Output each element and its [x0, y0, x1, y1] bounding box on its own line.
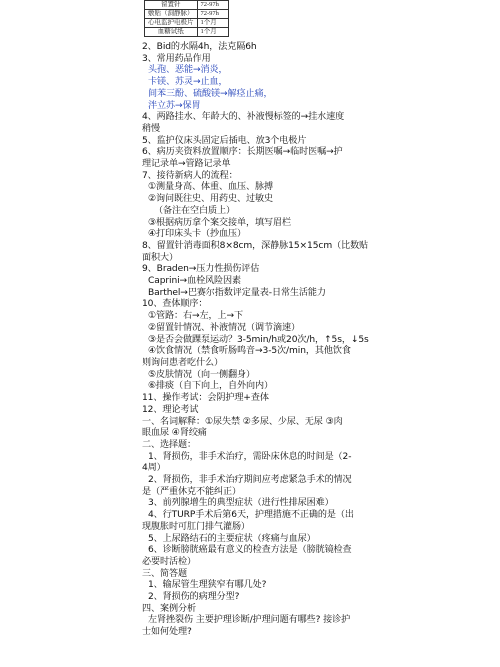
note-line: Barthel→巴赛尔指数评定量表-日常生活能力: [148, 287, 326, 298]
note-line: 理记录单→管路记录单: [142, 159, 231, 170]
note-line: 4周）: [142, 463, 166, 474]
note-line: 现腹胀时可肛门排气灌肠）: [142, 521, 250, 532]
note-line: 面积大）: [142, 252, 178, 263]
note-line: ③是否会做踝泵运动？3-5min/h或20次/h，↑5s，↓5s: [148, 334, 369, 345]
table-row: [145, 19, 229, 28]
note-line: ④打印床头卡（抄血压）: [148, 229, 246, 240]
note-line: （备注在空白质上）: [154, 205, 235, 216]
table-cell-item: 心电监护电极片: [145, 19, 198, 28]
note-line: 2、Bid的水隔4h，法克隔6h: [142, 42, 257, 52]
note-line: 必要时活检）: [142, 556, 196, 567]
table-cell-duration: 1个月: [197, 19, 228, 28]
note-line: 二、选择题：: [142, 439, 196, 450]
table-cell-item: 血糖试纸: [145, 28, 198, 37]
table-cell-duration: 72-97h: [197, 10, 228, 19]
note-line: ④饮食情况（禁食听肠鸣音→3-5次/min，其他饮食: [148, 346, 351, 357]
note-line: 左肾挫裂伤 主要护理诊断/护理问题有哪些? 接诊护: [148, 615, 351, 626]
study-notes: [142, 42, 482, 639]
note-line: 眼血尿 ④肾绞痛: [142, 428, 207, 439]
note-line: 4、行TURP手术后第6天，护理措施不正确的是（出: [148, 510, 354, 521]
note-line: 是（严重休克不能纠正）: [142, 486, 241, 497]
note-line: 6、病历夹资料放置顺序：长期医嘱→临时医嘱→护: [142, 147, 343, 158]
table-cell-duration: 1个月: [197, 28, 228, 37]
note-line: 2、肾损伤，非手术治疗期间应考虑紧急手术的情况: [148, 475, 352, 486]
note-line: 6、诊断膀胱癌最有意义的检查方法是（膀胱镜检查: [148, 545, 352, 556]
note-line: 11、操作考试：会阴护理+查体: [142, 393, 269, 404]
note-line: 3、常用药品作用: [142, 53, 211, 64]
note-line: 7、接待新病人的流程：: [142, 170, 238, 181]
note-line: 三、简答题: [142, 568, 187, 579]
note-line: 4、两路挂水、年龄大的、补液慢标签的→挂水速度: [142, 112, 345, 123]
note-line: 10、查体顺序：: [142, 299, 208, 310]
note-line: 则询问患者吃什么）: [142, 357, 223, 368]
note-line: ⑥排痰（自下向上，自外向内）: [148, 381, 273, 392]
table-body: [145, 1, 229, 37]
material-replacement-table: [144, 0, 229, 37]
table-row: [145, 10, 229, 19]
note-line: 5、上尿路结石的主要症状（疼痛与血尿）: [148, 533, 316, 544]
note-line: 头孢、恶能→消炎，: [148, 65, 228, 76]
note-line: ②询问既往史、用药史、过敏史: [148, 194, 273, 205]
note-line: ①管路：右→左，上→下: [148, 311, 244, 322]
table-cell-item: 敷贴（洞静脉）: [145, 10, 198, 19]
note-line: 5、监护仪床头固定后插电、放3个电极片: [142, 135, 307, 146]
table-cell-duration: 72-97h: [197, 1, 228, 10]
note-line: 12、理论考试: [142, 404, 199, 415]
note-line: 2、肾损伤的病理分型?: [148, 592, 240, 603]
table-row: [145, 28, 229, 37]
note-line: Caprini→血栓风险因素: [148, 276, 242, 287]
note-line: 四、案例分析: [142, 603, 196, 614]
table-cell-item: 留置针: [145, 1, 198, 10]
note-line: 士如何处理?: [142, 627, 192, 638]
note-line: 8、留置针消毒面积8×8cm，深静脉15×15cm（比数贴: [142, 240, 369, 251]
note-line: 1、输尿管生理狭窄有哪几处?: [148, 580, 267, 591]
note-line: 9、Braden→压力性损伤评估: [142, 264, 260, 275]
note-line: 一、名词解释：①尿失禁 ②多尿、少尿、无尿 ③肉: [142, 416, 343, 427]
note-line: ②留置针情况、补液情况（调节滴速）: [148, 322, 300, 333]
note-line: 1、肾损伤，非手术治疗，需卧床休息的时间是（2-: [148, 451, 352, 462]
note-line: 3、前列腺增生的典型症状（进行性排尿困难）: [148, 498, 334, 509]
note-line: 泮立苏→保胃: [148, 100, 201, 111]
note-line: ③根据病历拿个案交接单，填写眉栏: [148, 217, 291, 228]
note-line: 卡镁、苏灵→止血，: [148, 77, 228, 88]
note-line: ①测量身高、体重、血压、脉搏: [148, 182, 273, 193]
note-line: ⑤皮肤情况（向一侧翻身）: [148, 369, 255, 380]
note-line: 间苯三酚、硫酸镁→解痉止痛，: [148, 88, 273, 99]
table-row: [145, 1, 229, 10]
note-line: 稍慢: [142, 123, 160, 134]
